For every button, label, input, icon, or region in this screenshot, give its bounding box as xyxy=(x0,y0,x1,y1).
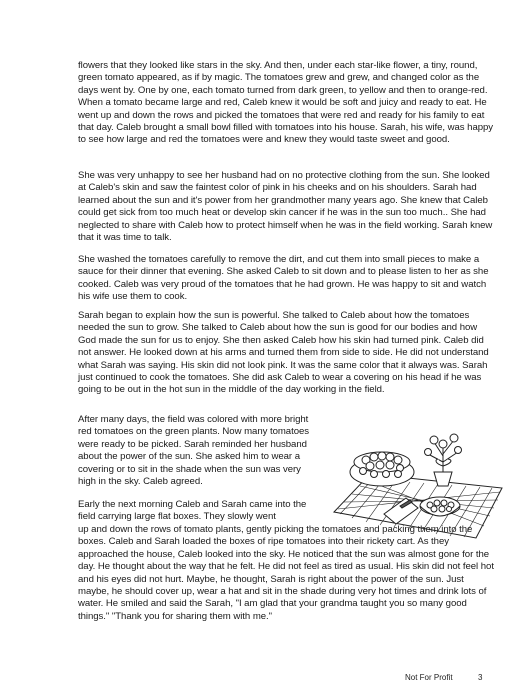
footer-not-for-profit: Not For Profit xyxy=(405,673,453,682)
flower-pot xyxy=(425,434,462,486)
tomato-bowl xyxy=(420,497,460,516)
paragraph-cooking-sauce: She washed the tomatoes carefully to remove the dirt, and cut them into small pieces to make a sauce for their dinner that evening. She asked Caleb to sit down and to please listen to her as she cooked. Caleb was very proud of the tomatoes that he had grown. He was happy to sit and watch his wife use them to cook. xyxy=(78,254,489,303)
paragraph-next-morning-continued: up and down the rows of tomato plants, gently picking the tomatoes and packing them into the boxes. Caleb and Sarah loaded the boxes of ripe tomatoes into their rickety cart. As they approached the house, Caleb looked into the sky. He noticed that the sun was almost gone for the day. He thought about the way that he felt. He did not feel as tired as usual. His skin did not feel hot and his eyes did not hurt. Maybe, he thought, Sarah is right about the power of the sun. Just maybe, he should cover up, wear a hat and sit in the shade during very hot times and drink lots of water. He smiled and said the Sarah, "I am glad that your grandma taught you so many good things." "Thank you for sharing them with me." xyxy=(78,524,494,622)
cutting-board-knife xyxy=(384,498,418,524)
paragraph-stars-tomatoes: flowers that they looked like stars in the sky. And then, under each star-like flower, a tiny, round, green tomato appeared, as if by magic. The tomatoes grew and grew, and changed color as the days went by. One by one, each tomato turned from dark green, to yellow and then to orange-red. When a tomato became large and red, Caleb knew it would be soft and juicy and ready to eat. He went up and down the rows and picked the tomatoes that were red and ready for his family to eat that day. Caleb brought a small bowl filled with tomatoes into his house. Sarah, his wife, was happy to see how large and red the tomatoes were and knew they would taste sweet and good. xyxy=(78,60,494,146)
bread-basket xyxy=(350,452,414,486)
paragraph-sun-power: Sarah began to explain how the sun is powerful. She talked to Caleb about how the tomatoes needed the sun to grow. She talked to Caleb about how the sun is good for our bodies and how God made the sun for us to enjoy. She then asked Caleb how his skin had turned pink. Caleb did not answer. He looked down at his arms and turned them from side to side. He did not understand what Sarah was saying. His skin did not look pink. It was the same color that it always was. Sarah just continued to cook the tomatoes. She did ask Caleb to wear a covering on his head if he was going to be out in the hot sun in the middle of the day working in the field. xyxy=(78,310,489,396)
paragraph-sun-concern: She was very unhappy to see her husband had on no protective clothing from the sun. She looked at Caleb's skin and saw the faintest color of pink in his cheeks and on his shoulders. Sarah had learned about the sun and it's power from her grandmother many years ago. She knew that Caleb could get sick from too much heat or develop skin cancer if he was in the sun too much.. She had neglected to share with Caleb how to protect himself when he was in the field working. Sarah knew that it was time to talk. xyxy=(78,170,493,244)
paragraph-many-days: After many days, the field was colored with more bright red tomatoes on the green plants. Now many tomatoes were ready to be picked. Sarah reminded her husband about the power of the sun. She asked him to wear a covering or to sit in the shade when the sun was very high in the sky. Caleb agreed. xyxy=(78,414,310,488)
paragraph-next-morning-start: Early the next morning Caleb and Sarah came into the field carrying large flat boxes. They slowly went xyxy=(78,499,307,523)
picnic-blanket xyxy=(334,474,502,538)
picnic-illustration xyxy=(330,426,505,546)
page-number: 3 xyxy=(478,673,483,682)
